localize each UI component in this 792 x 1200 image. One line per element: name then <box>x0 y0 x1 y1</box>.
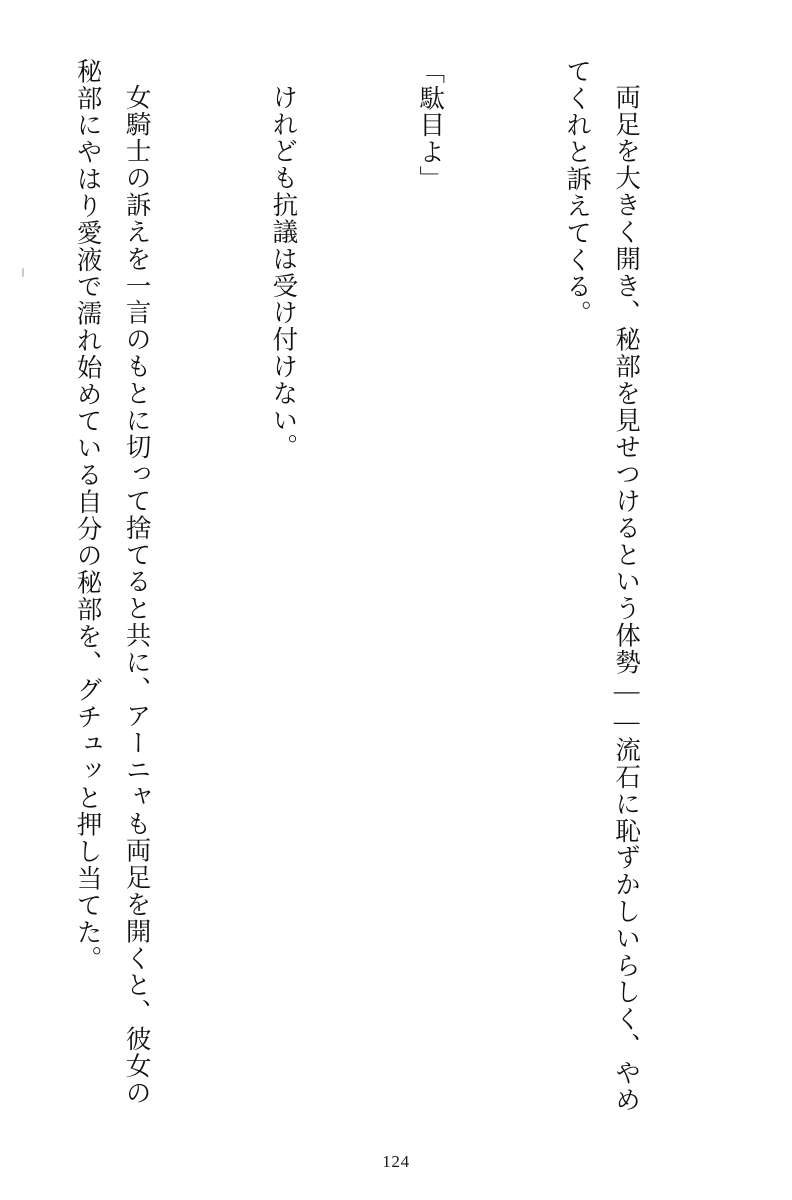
paragraph: 「駄目よ」 <box>416 58 446 193</box>
paragraph: 両足を大きく開き、秘部を見せつけるという体勢——流石に恥ずかしいらしく、やめてくれと訴えてくる。 <box>563 58 642 1113</box>
novel-body-text <box>40 58 748 1118</box>
paragraph: けれども抗議は受け付けない。 <box>269 83 299 461</box>
paragraph: 女騎士の訴えを一言のもとに切って捨てると共に、アーニャも両足を開くと、彼女の秘部にやはり愛液で濡れ始めている自分の秘部を、グチュッと押し当てた。 <box>73 58 152 1106</box>
page-number: 124 <box>382 1152 410 1171</box>
